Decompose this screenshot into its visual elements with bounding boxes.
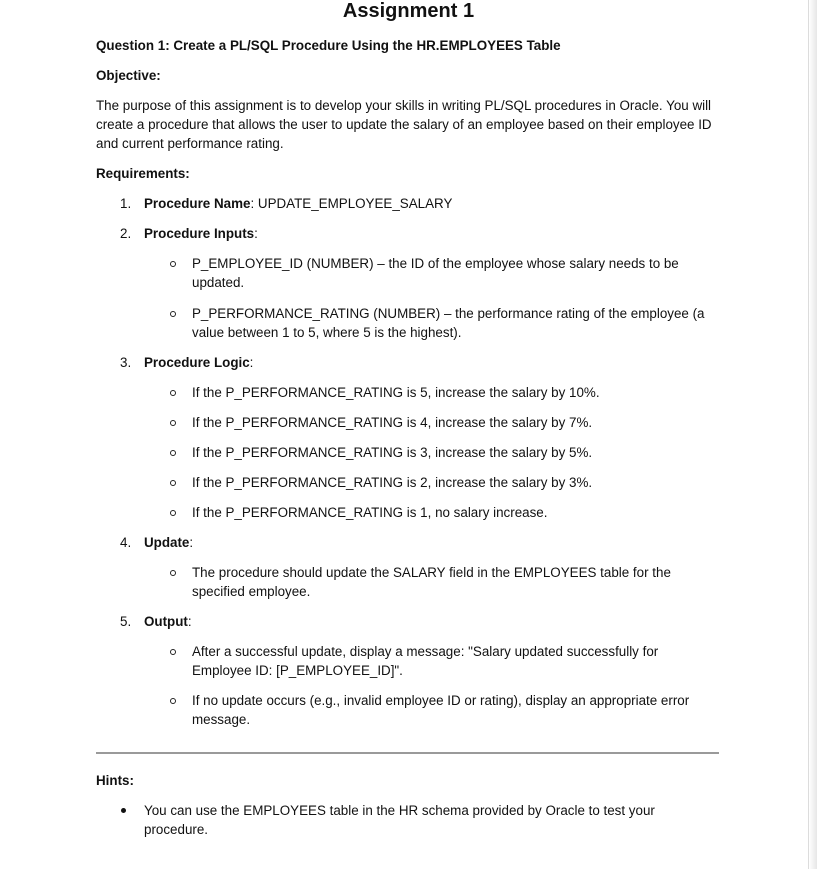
horizontal-divider	[96, 752, 719, 754]
item-number: 2.	[120, 226, 132, 241]
procedure-name-value: UPDATE_EMPLOYEE_SALARY	[257, 196, 453, 211]
list-item-procedure-inputs	[120, 224, 258, 243]
item-number: 4.	[120, 535, 132, 550]
hollow-bullet-icon	[170, 311, 176, 317]
list-item-procedure-logic	[120, 353, 253, 372]
item-label: Procedure Name	[144, 196, 251, 211]
hints-heading: Hints:	[96, 773, 134, 788]
list-item: P_EMPLOYEE_ID (NUMBER) – the ID of the employee whose salary needs to be updated.	[192, 256, 679, 290]
list-item-procedure-name	[120, 194, 452, 213]
bullet-icon	[121, 808, 126, 813]
hollow-bullet-icon	[170, 450, 176, 456]
list-item-output	[120, 612, 192, 631]
scrollbar[interactable]	[808, 0, 817, 869]
list-item: If no update occurs (e.g., invalid employee ID or rating), display an appropriate error message.	[192, 693, 690, 727]
item-label: Procedure Inputs	[144, 226, 255, 241]
list-item: The procedure should update the SALARY field in the EMPLOYEES table for the specified employee.	[192, 565, 671, 599]
item-number: 3.	[120, 355, 132, 370]
item-colon: :	[189, 535, 194, 550]
item-colon: :	[187, 614, 192, 629]
list-item: If the P_PERFORMANCE_RATING is 2, increase the salary by 3%.	[192, 475, 593, 490]
item-label: Procedure Logic	[144, 355, 250, 370]
question-heading: Question 1: Create a PL/SQL Procedure Using the HR.EMPLOYEES Table	[96, 38, 561, 53]
list-item: If the P_PERFORMANCE_RATING is 5, increase the salary by 10%.	[192, 385, 600, 400]
item-colon: :	[249, 355, 254, 370]
list-item: If the P_PERFORMANCE_RATING is 1, no salary increase.	[192, 505, 548, 520]
hollow-bullet-icon	[170, 480, 176, 486]
list-item: If the P_PERFORMANCE_RATING is 4, increase the salary by 7%.	[192, 415, 593, 430]
hollow-bullet-icon	[170, 261, 176, 267]
item-colon: :	[254, 226, 258, 241]
list-item: You can use the EMPLOYEES table in the HR schema provided by Oracle to test your procedure.	[144, 803, 655, 837]
hollow-bullet-icon	[170, 570, 176, 576]
hollow-bullet-icon	[170, 698, 176, 704]
item-label: Update	[144, 535, 190, 550]
list-item: If the P_PERFORMANCE_RATING is 3, increase the salary by 5%.	[192, 445, 593, 460]
assignment-title: Assignment 1	[342, 0, 475, 22]
item-number: 5.	[120, 614, 132, 629]
item-label: Output	[144, 614, 188, 629]
list-item: After a successful update, display a message: "Salary updated successfully for Employee ID: [P_EMPLOYEE_ID]".	[192, 644, 659, 678]
item-number: 1.	[120, 196, 132, 211]
list-item: P_PERFORMANCE_RATING (NUMBER) – the performance rating of the employee (a value between 1 to 5, where 5 is the highest).	[192, 306, 705, 340]
objective-paragraph: The purpose of this assignment is to develop your skills in writing PL/SQL procedures in Oracle. You will create a procedure that allows the user to update the salary of an employee based on their employee ID and current performance rating.	[96, 98, 712, 151]
hollow-bullet-icon	[170, 420, 176, 426]
hollow-bullet-icon	[170, 390, 176, 396]
item-colon: :	[250, 196, 255, 211]
hollow-bullet-icon	[170, 649, 176, 655]
list-item-update	[120, 533, 193, 552]
hollow-bullet-icon	[170, 510, 176, 516]
objective-heading: Objective:	[96, 68, 161, 83]
requirements-heading: Requirements:	[96, 166, 190, 181]
